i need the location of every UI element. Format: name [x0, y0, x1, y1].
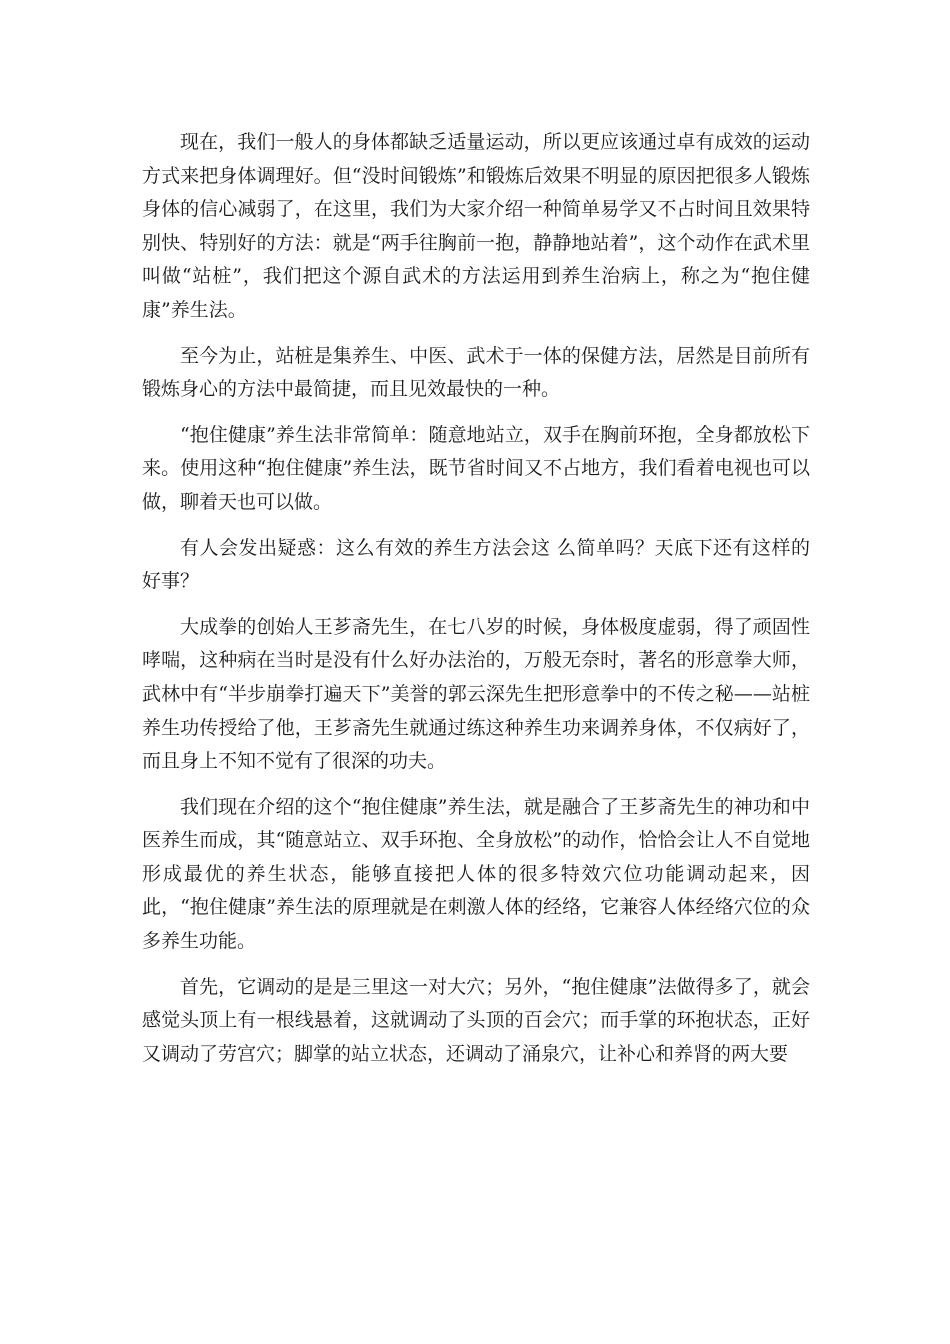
paragraph-1: 现在，我们一般人的身体都缺乏适量运动，所以更应该通过卓有成效的运动方式来把身体调理好。但“没时间锻炼”和锻炼后效果不明显的原因把很多人锻炼身体的信心减弱了，在这里，我们为大家介绍一种简单易学又不占时间且效果特别快、特别好的方法：就是“两手往胸前一抱，静静地站着”，这个动作在武术里叫做“站桩”，我们把这个源自武术的方法运用到养生治病上，称之为“抱住健康”养生法。	[142, 131, 810, 321]
paragraph-3: “抱住健康”养生法非常简单：随意地站立，双手在胸前环抱，全身都放松下来。使用这种“抱住健康”养生法，既节省时间又不占地方，我们看着电视也可以做，聊着天也可以做。	[142, 423, 810, 513]
paragraph-6: 我们现在介绍的这个“抱住健康”养生法，就是融合了王芗斋先生的神功和中医养生而成，其“随意站立、双手环抱、全身放松”的动作，恰恰会让人不自觉地形成最优的养生状态，能够直接把人体的很多特效穴位功能调动起来，因此，“抱住健康”养生法的原理就是在刺激人体的经络，它兼容人体经络穴位的众多养生功能。	[142, 795, 810, 953]
document-body	[142, 126, 810, 1083]
paragraph-4: 有人会发出疑惑：这么有效的养生方法会这 么简单吗？天底下还有这样的好事？	[142, 536, 810, 593]
paragraph-2: 至今为止，站桩是集养生、中医、武术于一体的保健方法，居然是目前所有锻炼身心的方法中最简捷，而且见效最快的一种。	[142, 344, 810, 401]
paragraph-7: 首先，它调动的是是三里这一对大穴；另外，“抱住健康”法做得多了，就会感觉头顶上有一根线悬着，这就调动了头顶的百会穴；而手掌的环抱状态，正好又调动了劳宫穴；脚掌的站立状态，还调动了涌泉穴，让补心和养肾的两大要	[142, 975, 810, 1065]
paragraph-5: 大成拳的创始人王芗斋先生，在七八岁的时候，身体极度虚弱，得了顽固性哮喘，这种病在当时是没有什么好办法治的，万般无奈时，著名的形意拳大师，武林中有“半步崩拳打遍天下”美誉的郭云深先生把形意拳中的不传之秘——站桩养生功传授给了他，王芗斋先生就通过练这种养生功来调养身体，不仅病好了，而且身上不知不觉有了很深的功夫。	[142, 615, 810, 773]
